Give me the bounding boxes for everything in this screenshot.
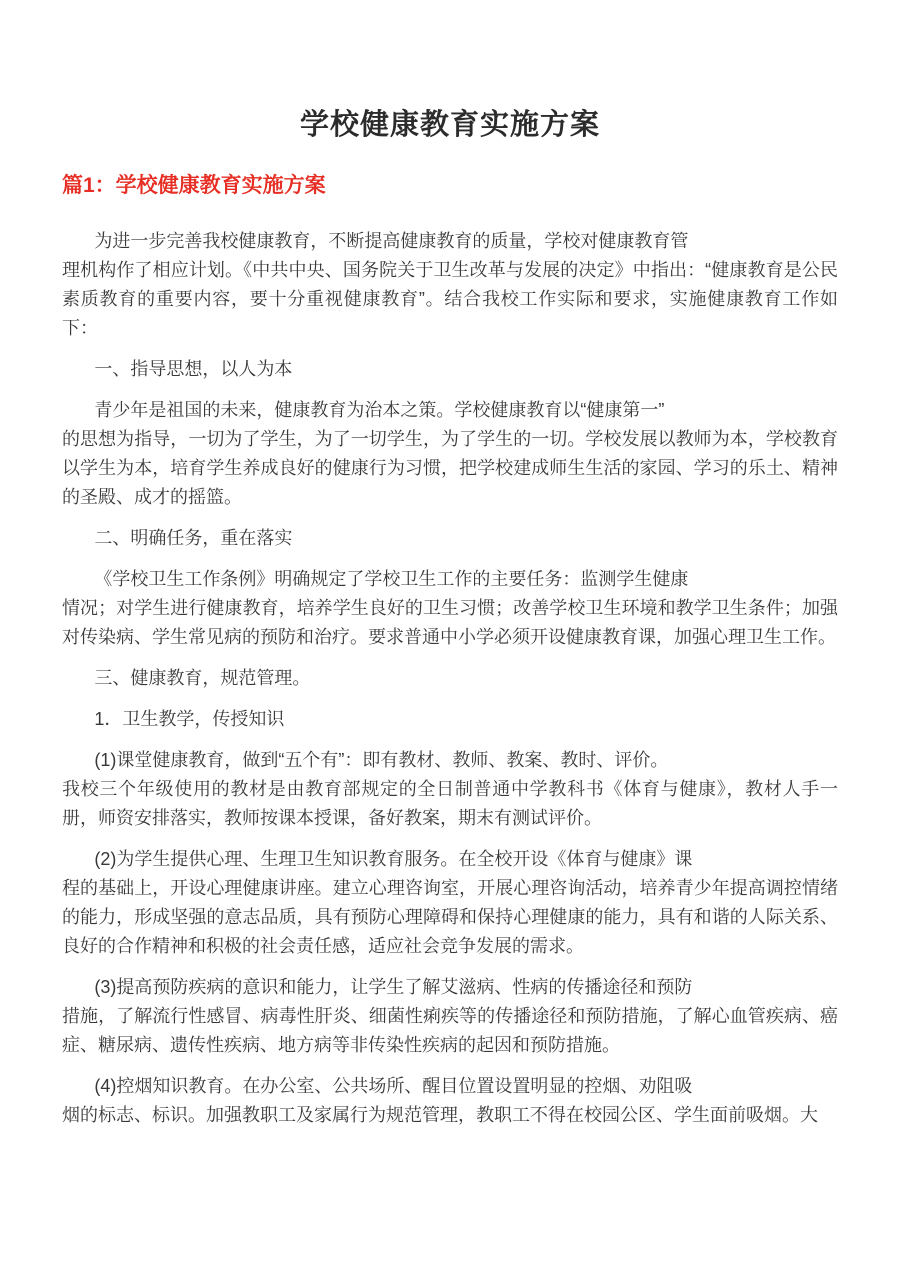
- sub-heading: [62, 664, 838, 693]
- text-line: 《学校卫生工作条例》明确规定了学校卫生工作的主要任务：监测学生健康: [94, 569, 689, 589]
- text-line: 三、健康教育，规范管理。: [94, 668, 311, 688]
- text-line: 的思想为指导，一切为了学生，为了一切学生，为了学生的一切。学校发展以教师为本，学校教育以学生为本，培育学生养成良好的健康行为习惯，把学校建成师生生活的家园、学习的乐土、精神的圣殿、成才的摇篮。: [62, 429, 838, 507]
- text-line: 理机构作了相应计划。《中共中央、国务院关于卫生改革与发展的决定》中指出：“健康教育是公民素质教育的重要内容，要十分重视健康教育”。结合我校工作实际和要求，实施健康教育工作如下：: [62, 260, 838, 338]
- text-line: 情况；对学生进行健康教育，培养学生良好的卫生习惯；改善学校卫生环境和教学卫生条件；加强对传染病、学生常见病的预防和治疗。要求普通中小学必须开设健康教育课，加强心理卫生工作。: [62, 598, 838, 647]
- text-line: (2)为学生提供心理、生理卫生知识教育服务。在全校开设《体育与健康》课: [94, 849, 693, 869]
- block-list: [62, 227, 838, 1130]
- paragraph: [62, 845, 838, 961]
- paragraph: [62, 396, 838, 512]
- text-line: 二、明确任务，重在落实: [94, 528, 293, 548]
- text-line: 一、指导思想，以人为本: [94, 359, 293, 379]
- text-line: 1．卫生教学，传授知识: [94, 709, 285, 729]
- text-line: 措施，了解流行性感冒、病毒性肝炎、细菌性痢疾等的传播途径和预防措施，了解心血管疾病、癌症、糖尿病、遗传性疾病、地方病等非传染性疾病的起因和预防措施。: [62, 1006, 838, 1055]
- text-line: (4)控烟知识教育。在办公室、公共场所、醒目位置设置明显的控烟、劝阻吸: [94, 1076, 693, 1096]
- text-line: (1)课堂健康教育，做到“五个有”：即有教材、教师、教案、教时、评价。: [94, 750, 669, 770]
- paragraph: [62, 227, 838, 343]
- text-line: 为进一步完善我校健康教育，不断提高健康教育的质量，学校对健康教育管: [94, 231, 689, 251]
- text-line: 烟的标志、标识。加强教职工及家属行为规范管理，教职工不得在校园公区、学生面前吸烟。大: [62, 1105, 818, 1125]
- paragraph: [62, 565, 838, 652]
- document-title: 学校健康教育实施方案: [299, 109, 600, 141]
- sub-heading: [62, 705, 838, 734]
- text-line: 青少年是祖国的未来，健康教育为治本之策。学校健康教育以“健康第一”: [94, 400, 665, 420]
- sub-heading: [62, 355, 838, 384]
- paragraph: [62, 1072, 838, 1130]
- paragraph: [62, 973, 838, 1060]
- text-line: 我校三个年级使用的教材是由教育部规定的全日制普通中学教科书《体育与健康》，教材人手一册，师资安排落实，教师按课本授课，备好教案，期末有测试评价。: [62, 779, 838, 828]
- section-heading: 篇1：学校健康教育实施方案: [62, 174, 326, 197]
- text-line: (3)提高预防疾病的意识和能力，让学生了解艾滋病、性病的传播途径和预防: [94, 977, 693, 997]
- sub-heading: [62, 524, 838, 553]
- text-line: 程的基础上，开设心理健康讲座。建立心理咨询室，开展心理咨询活动，培养青少年提高调控情绪的能力，形成坚强的意志品质，具有预防心理障碍和保持心理健康的能力，具有和谐的人际关系、良好的合作精神和积极的社会责任感，适应社会竞争发展的需求。: [62, 878, 838, 956]
- paragraph: [62, 746, 838, 833]
